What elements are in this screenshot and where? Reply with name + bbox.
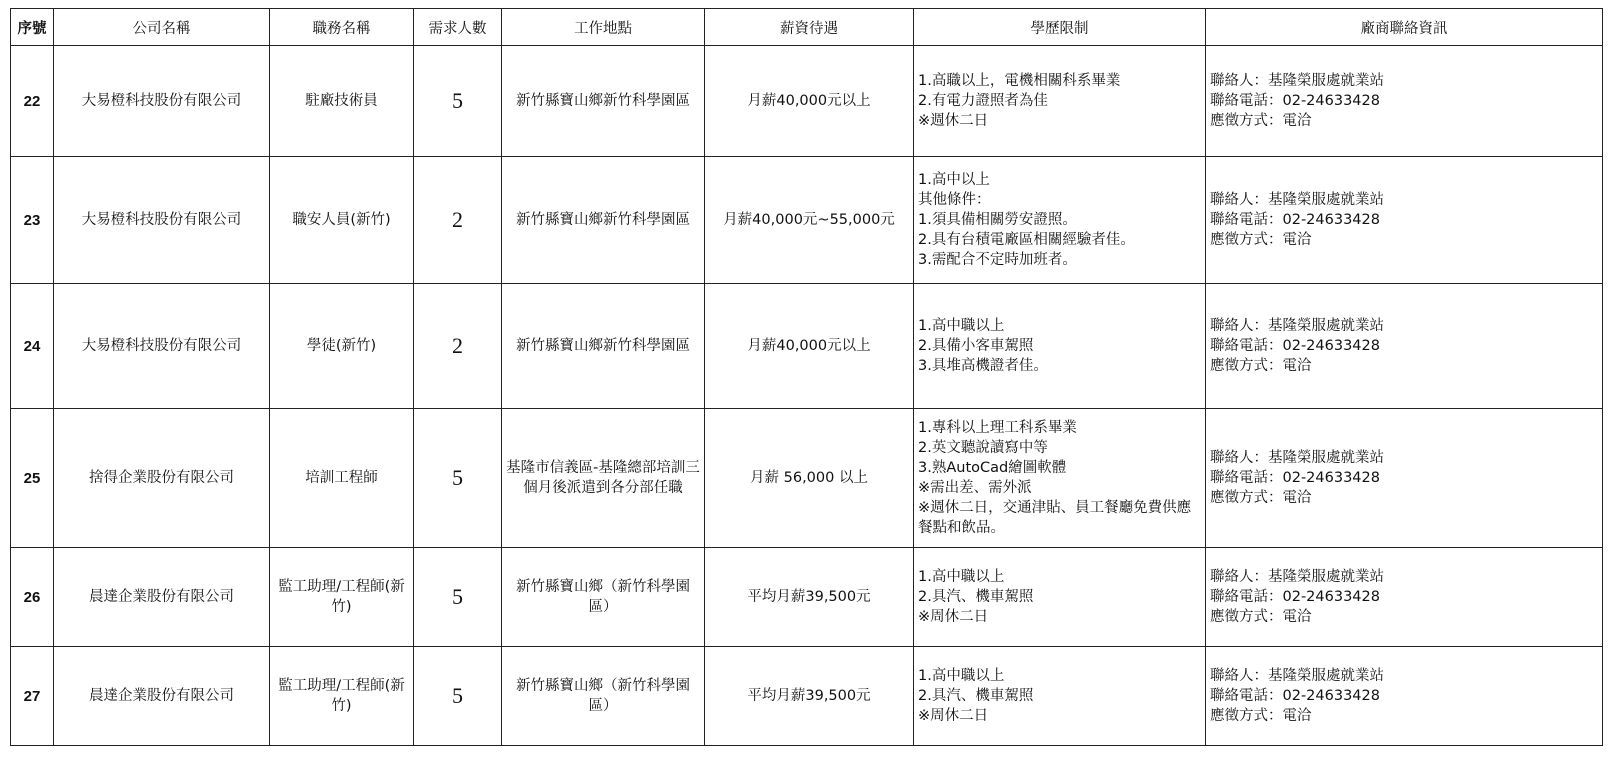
header-contact: 廠商聯絡資訊 bbox=[1206, 9, 1603, 46]
headcount: 5 bbox=[414, 548, 502, 647]
headcount: 5 bbox=[414, 647, 502, 746]
row-index: 23 bbox=[11, 157, 54, 284]
table-row bbox=[11, 157, 1603, 284]
headcount: 2 bbox=[414, 157, 502, 284]
position-name: 職安人員(新竹) bbox=[270, 157, 414, 284]
company-name: 大易橙科技股份有限公司 bbox=[54, 157, 270, 284]
salary: 月薪40,000元以上 bbox=[705, 46, 914, 157]
header-index: 序號 bbox=[11, 9, 54, 46]
contact-info: 聯絡人：基隆榮服處就業站 聯絡電話：02-24633428 應徵方式：電洽 bbox=[1206, 548, 1603, 647]
salary: 月薪40,000元以上 bbox=[705, 284, 914, 409]
contact-info: 聯絡人：基隆榮服處就業站 聯絡電話：02-24633428 應徵方式：電洽 bbox=[1206, 647, 1603, 746]
row-index: 24 bbox=[11, 284, 54, 409]
header-location: 工作地點 bbox=[502, 9, 705, 46]
table-row bbox=[11, 284, 1603, 409]
header-count: 需求人數 bbox=[414, 9, 502, 46]
row-index: 27 bbox=[11, 647, 54, 746]
work-location: 新竹縣寶山鄉新竹科學園區 bbox=[502, 46, 705, 157]
contact-info: 聯絡人：基隆榮服處就業站 聯絡電話：02-24633428 應徵方式：電洽 bbox=[1206, 157, 1603, 284]
row-index: 25 bbox=[11, 409, 54, 548]
education-requirements: 1.高職以上，電機相關科系畢業 2.有電力證照者為佳 ※週休二日 bbox=[914, 46, 1206, 157]
education-requirements: 1.高中以上 其他條件： 1.須具備相關勞安證照。 2.具有台積電廠區相關經驗者佳。 3.需配合不定時加班者。 bbox=[914, 157, 1206, 284]
education-requirements: 1.高中職以上 2.具備小客車駕照 3.具堆高機證者佳。 bbox=[914, 284, 1206, 409]
contact-info: 聯絡人：基隆榮服處就業站 聯絡電話：02-24633428 應徵方式：電洽 bbox=[1206, 284, 1603, 409]
headcount: 2 bbox=[414, 284, 502, 409]
company-name: 大易橙科技股份有限公司 bbox=[54, 46, 270, 157]
work-location: 基隆市信義區-基隆總部培訓三個月後派遣到各分部任職 bbox=[502, 409, 705, 548]
table-row bbox=[11, 548, 1603, 647]
work-location: 新竹縣寶山鄉新竹科學園區 bbox=[502, 284, 705, 409]
contact-info: 聯絡人：基隆榮服處就業站 聯絡電話：02-24633428 應徵方式：電洽 bbox=[1206, 409, 1603, 548]
header-salary: 薪資待遇 bbox=[705, 9, 914, 46]
work-location: 新竹縣寶山鄉（新竹科學園區） bbox=[502, 548, 705, 647]
header-education: 學歷限制 bbox=[914, 9, 1206, 46]
position-name: 監工助理/工程師(新竹) bbox=[270, 647, 414, 746]
header-company: 公司名稱 bbox=[54, 9, 270, 46]
contact-info: 聯絡人：基隆榮服處就業站 聯絡電話：02-24633428 應徵方式：電洽 bbox=[1206, 46, 1603, 157]
company-name: 晨達企業股份有限公司 bbox=[54, 647, 270, 746]
work-location: 新竹縣寶山鄉新竹科學園區 bbox=[502, 157, 705, 284]
position-name: 學徒(新竹) bbox=[270, 284, 414, 409]
company-name: 晨達企業股份有限公司 bbox=[54, 548, 270, 647]
table-row bbox=[11, 647, 1603, 746]
row-index: 22 bbox=[11, 46, 54, 157]
position-name: 監工助理/工程師(新竹) bbox=[270, 548, 414, 647]
education-requirements: 1.專科以上理工科系畢業 2.英文聽說讀寫中等 3.熟AutoCad繪圖軟體 ※需出差、需外派 ※週休二日，交通津貼、員工餐廳免費供應餐點和飲品。 bbox=[914, 409, 1206, 548]
salary: 平均月薪39,500元 bbox=[705, 548, 914, 647]
table-row bbox=[11, 46, 1603, 157]
headcount: 5 bbox=[414, 46, 502, 157]
salary: 月薪 56,000 以上 bbox=[705, 409, 914, 548]
headcount: 5 bbox=[414, 409, 502, 548]
job-listings-table bbox=[10, 8, 1603, 746]
company-name: 捨得企業股份有限公司 bbox=[54, 409, 270, 548]
salary: 月薪40,000元~55,000元 bbox=[705, 157, 914, 284]
row-index: 26 bbox=[11, 548, 54, 647]
position-name: 培訓工程師 bbox=[270, 409, 414, 548]
education-requirements: 1.高中職以上 2.具汽、機車駕照 ※周休二日 bbox=[914, 548, 1206, 647]
work-location: 新竹縣寶山鄉（新竹科學園區） bbox=[502, 647, 705, 746]
company-name: 大易橙科技股份有限公司 bbox=[54, 284, 270, 409]
table-header-row bbox=[11, 9, 1603, 46]
position-name: 駐廠技術員 bbox=[270, 46, 414, 157]
table-row bbox=[11, 409, 1603, 548]
header-position: 職務名稱 bbox=[270, 9, 414, 46]
education-requirements: 1.高中職以上 2.具汽、機車駕照 ※周休二日 bbox=[914, 647, 1206, 746]
salary: 平均月薪39,500元 bbox=[705, 647, 914, 746]
